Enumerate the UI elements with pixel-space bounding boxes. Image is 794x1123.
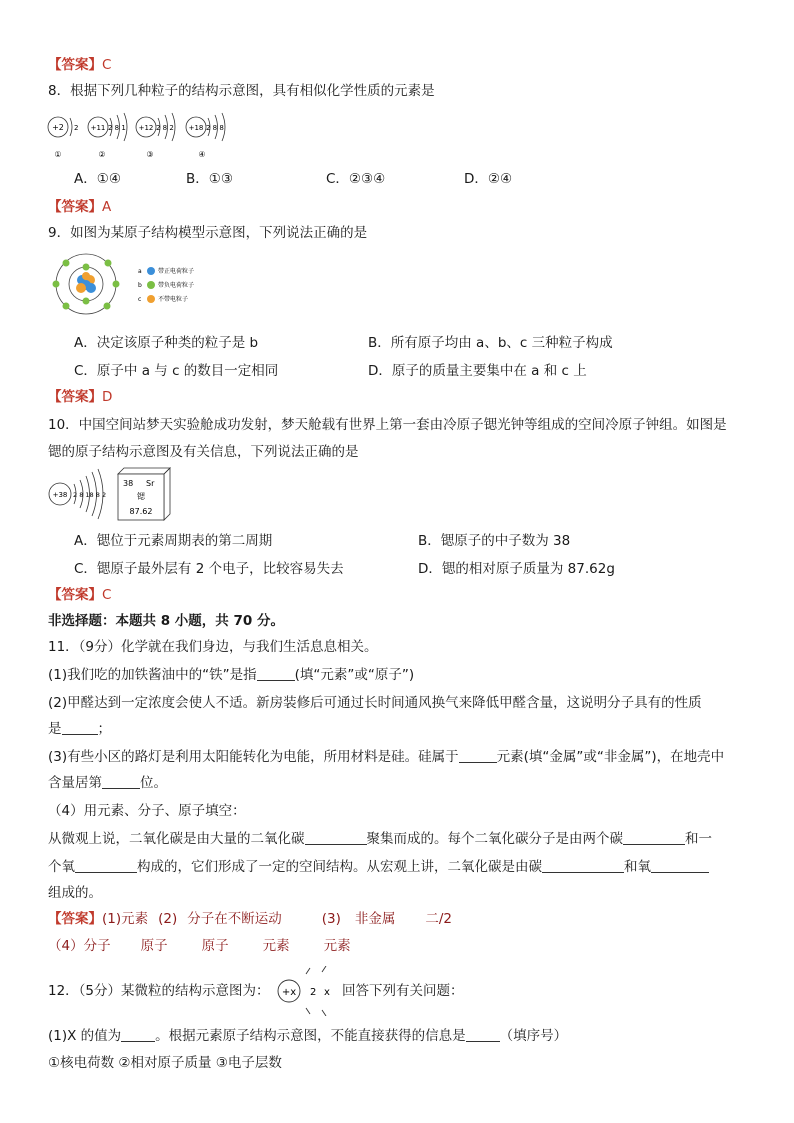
q12-stem-b: 回答下列有关问题： xyxy=(342,983,464,999)
atom-2 xyxy=(88,113,127,159)
q12-part1 xyxy=(48,1027,567,1045)
q12-blank-2[interactable] xyxy=(466,1027,500,1042)
sr-atom xyxy=(49,469,106,519)
q12-shell2: x xyxy=(324,987,330,998)
q8-option-b: B．①③ xyxy=(186,171,233,187)
atom-4 xyxy=(186,113,225,159)
atom-2-nucleus: +11 xyxy=(90,124,106,132)
q11-part3b xyxy=(48,774,167,792)
q11-stem: 11．（9分）化学就在我们身边，与我们生活息息相关。 xyxy=(48,639,378,655)
q9-atom-model xyxy=(46,248,246,320)
legend-b-key: b xyxy=(138,282,142,289)
q12-part1-tail: （填序号） xyxy=(499,1028,568,1044)
atom-4-shells: 2 8 8 xyxy=(206,124,224,132)
q11-part1-text: (1)我们吃的加铁酱油中的“铁”是指 xyxy=(48,667,257,683)
q9-option-a: A．决定该原子种类的粒子是 b xyxy=(74,335,259,351)
q11-ans-4b: 原子 xyxy=(140,938,168,954)
q11-ans-3b: 二/2 xyxy=(425,911,453,927)
answer-tag: 【答案】 xyxy=(48,199,102,215)
answer-tag: 【答案】 xyxy=(48,587,102,603)
q11-ans-3: 非金属 xyxy=(354,911,396,927)
q7-answer xyxy=(48,56,111,74)
sr-mass: 87.62 xyxy=(129,507,153,516)
q11-part1-tail: (填“元素”或“原子”) xyxy=(294,667,415,683)
sr-shells: 2 8 18 8 2 xyxy=(73,491,107,499)
sr-element-cell xyxy=(118,468,170,520)
q8-option-a: A．①④ xyxy=(74,171,121,187)
sr-symbol: Sr xyxy=(146,479,155,488)
q11-ans-4a: （4）分子 xyxy=(48,938,111,954)
q10-stem-line1: 10．中国空间站梦天实验舱成功发射，梦天舱载有世界上第一套由冷原子锶光钟等组成的空间冷原子钟组。如图是 xyxy=(48,417,727,433)
q11-ans-4e: 元素 xyxy=(323,938,351,954)
q11-part2b-text: 是 xyxy=(48,721,62,737)
q10-option-a: A．锶位于元素周期表的第二周期 xyxy=(74,533,273,549)
q11-ans-4c: 原子 xyxy=(201,938,229,954)
q12-particle-diagram xyxy=(274,966,340,1016)
atom-3-nucleus: +12 xyxy=(138,124,154,132)
q11-part2b-tail: ； xyxy=(97,721,111,737)
legend-b xyxy=(138,281,194,289)
q11-part2: (2)甲醛达到一定浓度会使人不适。新房装修后可通过长时间通风换气来降低甲醛含量，这说明分子具有的性质 xyxy=(48,695,702,711)
atom-1-nucleus: +2 xyxy=(52,123,64,132)
q11-part4: （4）用元素、分子、原子填空： xyxy=(48,803,246,819)
atom-3 xyxy=(136,113,175,159)
q11-blank-4[interactable] xyxy=(102,774,140,789)
q12-nucleus: +x xyxy=(281,987,297,998)
q11-ans-2-label: (2) xyxy=(158,911,178,927)
q12-shell1: 2 xyxy=(310,987,317,998)
q9-option-c: C．原子中 a 与 c 的数目一定相同 xyxy=(74,363,279,379)
legend-a-text: 带正电荷粒子 xyxy=(158,268,195,275)
q9-stem: 9．如图为某原子结构模型示意图，下列说法正确的是 xyxy=(48,225,368,241)
atom-4-label: ④ xyxy=(198,150,206,159)
atom-1 xyxy=(48,117,78,159)
sr-nucleus: +38 xyxy=(52,491,68,499)
q10-option-c: C．锶原子最外层有 2 个电子，比较容易失去 xyxy=(74,561,344,577)
legend-c xyxy=(138,295,188,303)
q11-part4b xyxy=(48,858,709,876)
q11-blank-7[interactable] xyxy=(75,858,137,873)
q11-part4b-text1: 个氧 xyxy=(48,859,75,875)
q11-part4a-text1: 从微观上说，二氧化碳是由大量的二氧化碳 xyxy=(48,831,305,847)
q12-stem-a: 12．（5分）某微粒的结构示意图为： xyxy=(48,983,270,999)
q8-option-d: D．②④ xyxy=(464,171,513,187)
q11-blank-5[interactable] xyxy=(305,830,367,845)
q10-answer xyxy=(48,586,111,604)
atom-4-nucleus: +18 xyxy=(188,124,204,132)
q11-blank-8[interactable] xyxy=(542,858,624,873)
legend-a-key: a xyxy=(138,268,142,275)
q11-ans-3-label: (3) xyxy=(321,911,341,927)
atom-2-shells: 2 8 1 xyxy=(108,124,126,132)
legend-c-key: c xyxy=(138,296,142,303)
legend-a xyxy=(138,267,194,275)
q11-part4c: 组成的。 xyxy=(48,885,102,901)
q11-answer-line1 xyxy=(48,910,452,928)
q10-strontium-diagram xyxy=(46,466,226,522)
q11-part3a xyxy=(48,748,724,766)
q11-ans-1: (1)元素 xyxy=(102,911,149,927)
q10-option-b: B．锶原子的中子数为 38 xyxy=(418,533,571,549)
q11-ans-4d: 元素 xyxy=(262,938,290,954)
legend-b-text: 带负电荷粒子 xyxy=(158,282,195,289)
answer-value: D xyxy=(102,389,113,405)
q11-part4b-text2: 构成的，它们形成了一定的空间结构。从宏观上讲，二氧化碳是由碳 xyxy=(137,859,542,875)
answer-tag: 【答案】 xyxy=(48,911,102,927)
q10-option-d: D．锶的相对原子质量为 87.62g xyxy=(418,561,615,577)
atom-1-shells: 2 xyxy=(74,124,79,132)
q9-option-b: B．所有原子均由 a、b、c 三种粒子构成 xyxy=(368,335,613,351)
q11-part3b-text: 含量居第 xyxy=(48,775,102,791)
q11-blank-3[interactable] xyxy=(459,748,497,763)
answer-value: C xyxy=(102,57,112,73)
q11-part3a-text: (3)有些小区的路灯是利用太阳能转化为电能，所用材料是硅。硅属于 xyxy=(48,749,459,765)
section-header: 非选择题：本题共 8 小题，共 70 分。 xyxy=(48,613,284,629)
q11-blank-2[interactable] xyxy=(62,720,98,735)
answer-value: C xyxy=(102,587,112,603)
q11-part4a xyxy=(48,830,712,848)
q12-part1-text: (1)X 的值为 xyxy=(48,1028,122,1044)
answer-tag: 【答案】 xyxy=(48,57,102,73)
q11-part2b xyxy=(48,720,111,738)
q11-part3b-tail: 位。 xyxy=(140,775,167,791)
legend-c-text: 不带电粒子 xyxy=(158,296,189,303)
q11-blank-9[interactable] xyxy=(651,858,709,873)
q8-answer xyxy=(48,198,111,216)
q12-blank-1[interactable] xyxy=(121,1027,155,1042)
sr-name: 锶 xyxy=(137,492,145,501)
q11-part3a-tail: 元素(填“金属”或“非金属”)，在地壳中 xyxy=(496,749,725,765)
q9-option-d: D．原子的质量主要集中在 a 和 c 上 xyxy=(368,363,587,379)
q8-atom-diagrams xyxy=(46,110,296,164)
q10-stem-line2: 锶的原子结构示意图及有关信息，下列说法正确的是 xyxy=(48,444,359,460)
answer-tag: 【答案】 xyxy=(48,389,102,405)
q11-ans-2: 分子在不断运动 xyxy=(187,911,282,927)
q11-part1 xyxy=(48,666,414,684)
sr-number: 38 xyxy=(123,479,134,488)
q11-part4a-text3: 和一 xyxy=(685,831,712,847)
q11-part4a-text2: 聚集而成的。每个二氧化碳分子是由两个碳 xyxy=(366,831,623,847)
atom-model-nucleus xyxy=(76,272,96,293)
atom-3-shells: 2 8 2 xyxy=(156,124,174,132)
q9-answer xyxy=(48,388,112,406)
q8-stem: 8．根据下列几种粒子的结构示意图，具有相似化学性质的元素是 xyxy=(48,83,435,99)
atom-2-label: ② xyxy=(98,150,106,159)
q8-option-c: C．②③④ xyxy=(326,171,386,187)
q11-part4b-text3: 和氧 xyxy=(624,859,651,875)
q12-choices: ①核电荷数 ②相对原子质量 ③电子层数 xyxy=(48,1055,282,1071)
answer-value: A xyxy=(102,199,112,215)
q11-answer-line2 xyxy=(48,937,351,955)
atom-3-label: ③ xyxy=(146,150,154,159)
q12-part1-mid: 。根据元素原子结构示意图，不能直接获得的信息是 xyxy=(155,1028,466,1044)
atom-1-label: ① xyxy=(54,150,62,159)
q11-blank-1[interactable] xyxy=(257,666,295,681)
q11-blank-6[interactable] xyxy=(623,830,685,845)
